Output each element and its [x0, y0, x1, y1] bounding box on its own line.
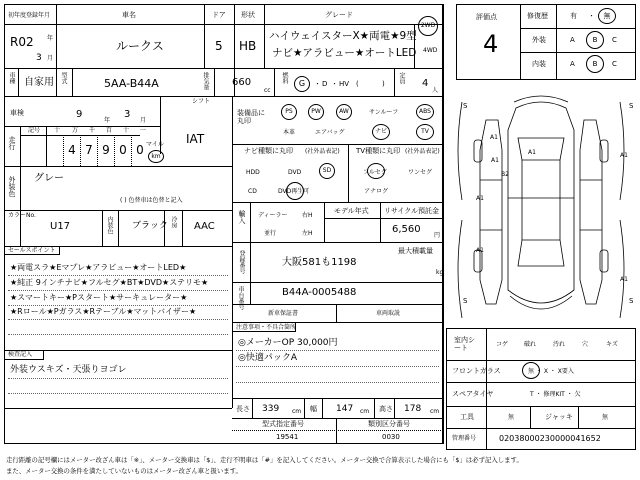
- equipment-airbag: エアバッグ: [315, 129, 345, 136]
- displacement-unit: cc: [264, 87, 271, 94]
- interior-grade-label: 内装: [532, 60, 546, 68]
- drive-4wd: 4WD: [423, 47, 438, 54]
- interior-label: 内装色: [106, 216, 113, 234]
- first-reg-month: 3: [36, 53, 42, 63]
- exterior-grade-b-circle: B: [586, 31, 604, 49]
- fuel-sep: ・: [314, 80, 321, 88]
- grade-line1: ハイウェイスターX★両電★9型: [269, 30, 417, 42]
- mgmt-value: 02038000230000041652: [499, 434, 601, 443]
- interior-grade-a: A: [570, 60, 575, 68]
- mgmt-label: 管理番号: [452, 435, 477, 442]
- nav-dvd-play-label: DVD再生可: [278, 188, 310, 195]
- glass-none-circle: [522, 362, 540, 379]
- tv-analog: アナログ: [364, 188, 389, 195]
- plate-value: 大阪581も1198: [282, 257, 357, 268]
- digit-header-10: 十: [123, 127, 130, 134]
- paren-right-bottom: S: [629, 297, 634, 305]
- fuel-g-circle: G: [294, 76, 310, 92]
- digit-header-100k: 十: [54, 127, 61, 134]
- mileage-digit: 7: [85, 143, 93, 157]
- first-reg-label: 初年度登録年月: [8, 12, 51, 19]
- inspection-year: 9: [76, 109, 83, 120]
- width: 147: [336, 404, 354, 414]
- class: 0030: [382, 433, 400, 441]
- inspector-note: 外装ウスキズ・天張りヨゴレ: [10, 365, 127, 375]
- equipment-pw: PW: [308, 104, 324, 120]
- nav-header: ナビ種類に丸印: [244, 147, 293, 155]
- vehicle-class-label: 車種: [8, 72, 15, 84]
- repair-label: 修復歴: [527, 12, 548, 20]
- tv-fullseg-label: フルセグ: [363, 169, 387, 176]
- capacity: 4: [422, 78, 429, 89]
- plate-label: 登録番号: [238, 250, 245, 274]
- glass-value: 無 ・ X ・ X要入: [528, 368, 574, 375]
- class-label: 類別区分番号: [368, 420, 410, 428]
- inspection-year-unit: 年: [104, 117, 111, 124]
- inspection-month-unit: 月: [140, 117, 147, 124]
- unit-mile: マイル: [146, 141, 164, 148]
- length-label: 長さ: [236, 405, 250, 413]
- sales-points-label: セールスポイント: [8, 247, 56, 254]
- paren-right-top: S: [629, 102, 634, 110]
- paren-left-top: S: [463, 102, 468, 110]
- length-unit: cm: [292, 408, 302, 415]
- equipment-ps: PS: [281, 104, 297, 120]
- warranty-new-car: 新車保証書: [268, 310, 299, 317]
- warranty-manual: 車両取説: [376, 310, 401, 317]
- damage-mark: A1: [476, 247, 484, 254]
- tv-sub: (社外品表記): [405, 148, 440, 155]
- spare-value: T ・ 修理KIT ・ 欠: [530, 391, 581, 398]
- notes-line1: ◎メーカーOP 30,000円: [238, 338, 338, 348]
- damage-mark: A1: [491, 157, 499, 164]
- glass-label: フロントガラス: [452, 367, 501, 375]
- type-cert-label: 型式指定番号: [262, 420, 304, 428]
- equipment-nav: ナビ: [372, 124, 390, 140]
- nav-sub: (社外品表記): [305, 148, 340, 155]
- grade-line2: ナビ★アラビュー★オートLED: [272, 47, 417, 59]
- mileage-digit: 0: [119, 143, 127, 157]
- tv-oneseg: ワンセグ: [408, 169, 433, 176]
- exterior-label: 外装色: [8, 176, 16, 197]
- equipment-leather: 本革: [283, 129, 296, 136]
- height-label: 高さ: [379, 405, 393, 413]
- mileage-digit: 0: [136, 143, 144, 157]
- height: 178: [404, 404, 422, 414]
- score-label: 評価点: [476, 13, 497, 21]
- fuel-d: D: [322, 80, 328, 88]
- fuel-sep2: ・: [331, 80, 338, 88]
- repair-no-circle: 無: [598, 8, 616, 24]
- tv-header: TV種類に丸印: [356, 147, 401, 155]
- width-unit: cm: [360, 408, 370, 415]
- year-unit: 年: [47, 35, 54, 42]
- sheet-scratch: キズ: [606, 341, 618, 348]
- import-label: 輸入: [238, 210, 246, 224]
- damage-mark: A1: [620, 152, 628, 159]
- fuel-hv: HV: [339, 80, 350, 88]
- steering-left: 左H: [302, 230, 313, 237]
- inspection-month: 3: [124, 109, 131, 120]
- damage-mark: A1: [490, 134, 498, 141]
- car-name: ルークス: [116, 39, 164, 53]
- chassis-label: 車台番号: [237, 286, 244, 310]
- tools-label: 工具: [460, 413, 474, 421]
- height-unit: cm: [430, 408, 440, 415]
- color-no: U17: [50, 221, 71, 232]
- interior-grade-b-circle: B: [586, 55, 604, 73]
- type-cert: 19541: [276, 433, 299, 441]
- repair-yes: 有: [570, 12, 577, 20]
- row-line: [4, 24, 443, 25]
- paren-left-bottom: S: [463, 297, 468, 305]
- chassis-value: B44A-0005488: [282, 287, 357, 298]
- mileage-digit: 4: [68, 143, 76, 157]
- score: 4: [483, 30, 499, 58]
- equipment-sunroof: サンルーフ: [369, 109, 399, 116]
- model: 5AA-B44A: [104, 77, 159, 90]
- shift: IAT: [186, 132, 205, 146]
- width-label: 幅: [310, 405, 317, 413]
- notes-header: 注意事項・不具合箇所: [236, 324, 297, 331]
- shape: HB: [239, 39, 257, 53]
- color-no-label: カラーNo.: [8, 212, 36, 219]
- door-label: ドア: [212, 11, 226, 19]
- car-diagram-icon: [446, 90, 636, 328]
- sheet-dirt: 汚れ: [553, 341, 566, 348]
- first-reg-era: R02: [10, 35, 34, 49]
- exterior-grade-label: 外装: [532, 36, 546, 44]
- car-name-label: 車名: [122, 11, 136, 19]
- damage-mark: A1: [528, 149, 536, 156]
- jack-value: 無: [602, 414, 609, 421]
- import-parallel: 並行: [264, 230, 277, 237]
- jack-label: ジャッキ: [545, 413, 573, 421]
- spare-label: スペアタイヤ: [452, 390, 494, 398]
- color-note: ( ) 色替車は色替と記入: [120, 197, 183, 204]
- capacity-unit: 人: [432, 87, 439, 94]
- steering-right: 右H: [302, 212, 313, 219]
- shift-label: シフト: [192, 98, 211, 105]
- exterior-grade-c: C: [612, 36, 617, 44]
- inspection-label: 車検: [10, 109, 24, 117]
- recycle-label: リサイクル預託金: [384, 207, 440, 215]
- recycle-unit: 円: [434, 232, 441, 239]
- sheet-hole: 穴: [582, 341, 589, 348]
- ac: AAC: [194, 221, 215, 232]
- displacement: 660: [232, 77, 252, 88]
- nav-dvd: DVD: [288, 169, 302, 176]
- interior-grade-c: C: [612, 60, 617, 68]
- recycle: 6,560: [392, 224, 421, 235]
- sales-line: ★純正 9インチナビ★フルセグ★BT★DVD★ステリモ★: [10, 278, 209, 287]
- damage-diagram: [446, 90, 636, 328]
- repair-sep: ・: [588, 12, 595, 20]
- max-load-unit: kg: [436, 269, 444, 276]
- tools-value: 無: [508, 414, 515, 421]
- exterior-grade-a: A: [570, 36, 575, 44]
- model-year-label: モデル年式: [334, 207, 369, 215]
- fuel-paren-open: (: [356, 80, 359, 88]
- sheet-burn: コゲ: [496, 341, 509, 348]
- fuel-label: 燃料: [281, 72, 288, 84]
- footer-line2: また、メーター交換の条件を満たしていないものはメーター改ざん車と扱います。: [6, 467, 242, 475]
- shape-label: 形状: [241, 11, 255, 19]
- notes-line2: ◎快適パックA: [238, 353, 298, 363]
- sales-line: ★Rロール★Pガラス★Rテーブル★マットバイザー★: [10, 307, 197, 316]
- equipment-aw: AW: [336, 104, 352, 120]
- max-load-label: 最大積載量: [398, 247, 433, 255]
- model-label: 型式: [60, 72, 67, 84]
- digit-header-100: 百: [106, 127, 113, 134]
- length: 339: [262, 404, 280, 414]
- unit-km-circle: km: [148, 150, 164, 163]
- fuel-paren-close: ): [382, 80, 385, 88]
- capacity-label: 定員: [398, 72, 405, 84]
- sales-line: ★スマートキー★Pスタート★サーキュレーター★: [10, 293, 188, 302]
- inspector-label: 検査記入: [8, 351, 33, 358]
- digit-header-1: 一: [140, 127, 147, 134]
- sheet-tear: 破れ: [524, 341, 537, 348]
- month-unit: 月: [47, 55, 54, 62]
- interior-sheet-label: 室内シート: [454, 336, 475, 353]
- nav-sd: SD: [319, 163, 335, 179]
- equipment-tv: TV: [416, 124, 434, 140]
- import-dealer: ディーラー: [258, 212, 288, 219]
- use: 自家用: [24, 77, 54, 88]
- equipment-abs: ABS: [416, 104, 434, 120]
- damage-mark: B2: [501, 171, 509, 178]
- exterior-color: グレー: [34, 173, 64, 184]
- mileage-label: 走行: [8, 136, 16, 150]
- equipment-label: 装備品に丸印: [237, 109, 265, 125]
- sales-line: ★両電スラ★Eマプレ★アラビュー★オートLED★: [10, 263, 187, 272]
- interior-color: ブラック: [132, 221, 168, 231]
- damage-mark: A1: [620, 276, 628, 283]
- footer-line1: 走行距離の記号欄にはメーター改ざん車は「※」、メーター交換車は「$」、走行不明車は「#」を記入してください。メーター交換で合算表示した場合にも「$」は必ず記入します。: [6, 456, 523, 464]
- grade-label: グレード: [325, 11, 353, 19]
- digit-header-10k: 万: [72, 127, 79, 134]
- doors: 5: [215, 39, 223, 53]
- digit-header-1k: 千: [89, 127, 96, 134]
- damage-mark: A1: [476, 195, 484, 202]
- drive-2wd-circle: 2WD: [418, 16, 438, 36]
- displacement-label: 排気量: [202, 72, 209, 90]
- ac-label: 冷房: [170, 216, 177, 228]
- digit-header-mark: 記号: [28, 127, 41, 134]
- nav-cd: CD: [248, 188, 257, 195]
- mileage-digit: 9: [102, 143, 110, 157]
- nav-hdd: HDD: [246, 169, 260, 176]
